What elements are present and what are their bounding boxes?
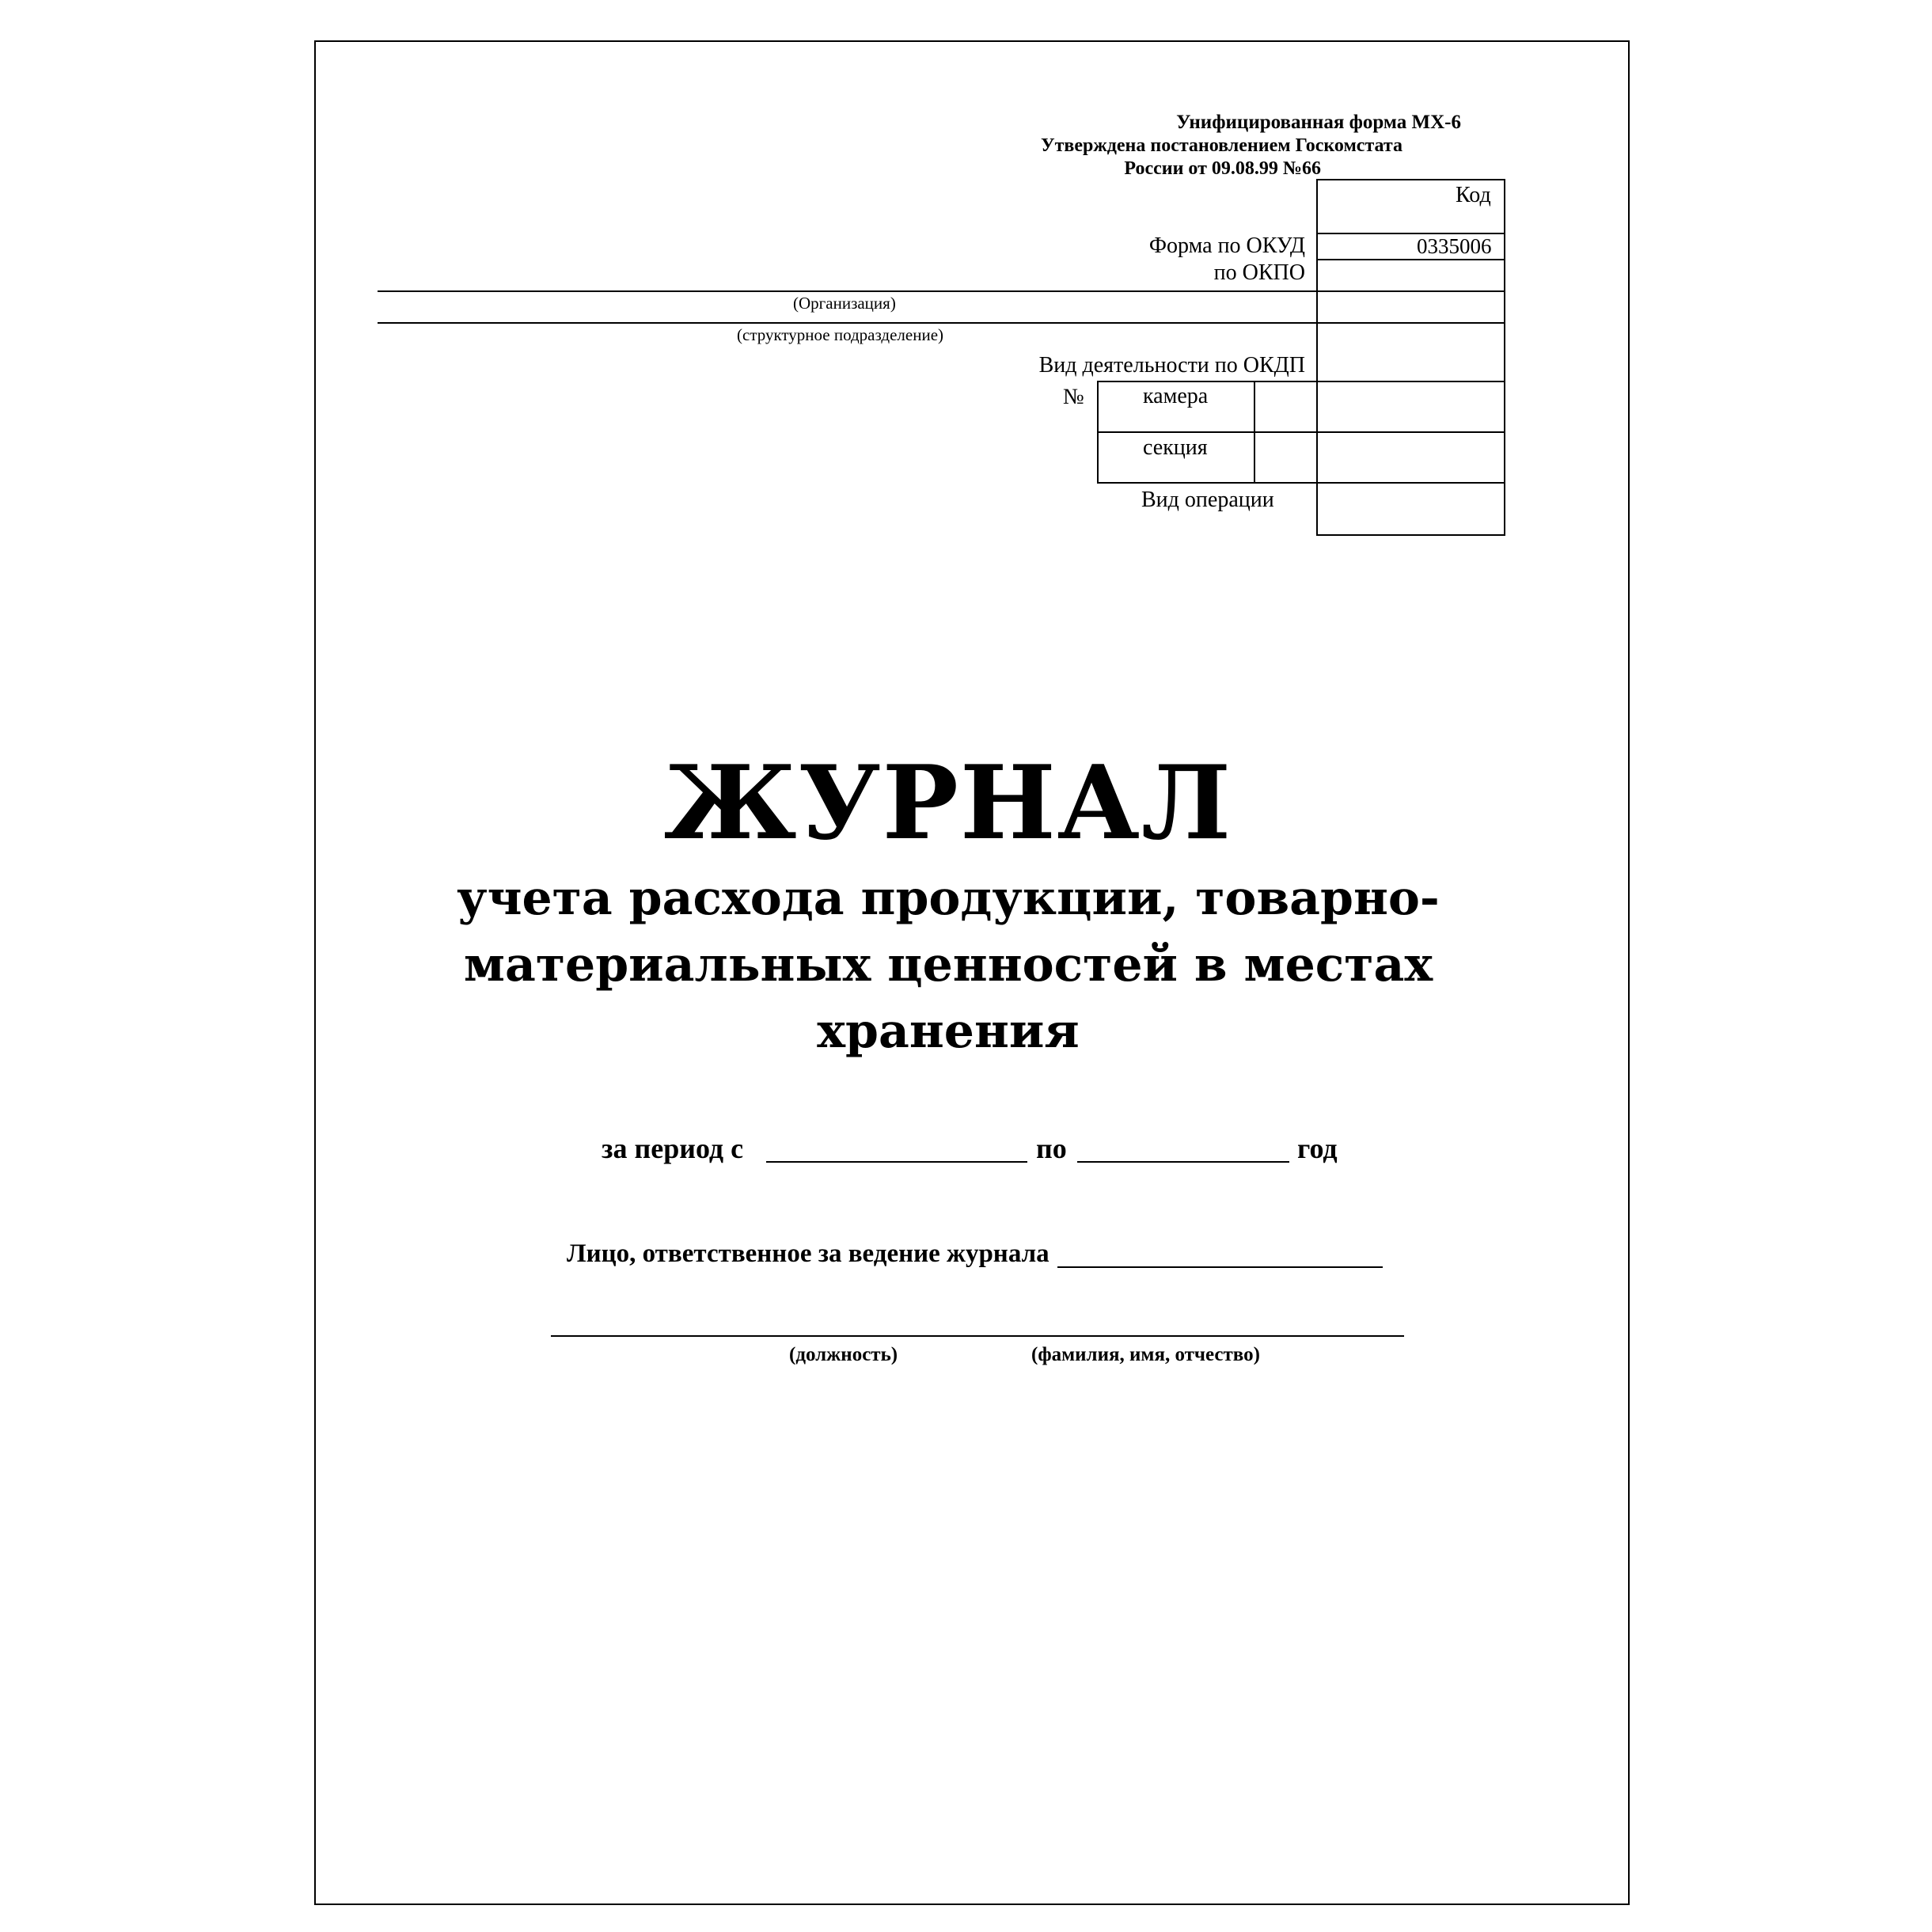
okdp-label: Вид деятельности по ОКДП [1038, 353, 1305, 378]
period-to-label: по [1036, 1133, 1067, 1164]
section-number-cell[interactable] [1254, 431, 1318, 484]
operation-label: Вид операции [1141, 488, 1274, 512]
chamber-code-cell[interactable] [1316, 381, 1505, 433]
subdivision-caption: (структурное подразделение) [737, 325, 944, 344]
signature-line[interactable] [551, 1335, 1404, 1337]
subdivision-code-cell[interactable] [1316, 322, 1505, 382]
approved-line-1: Утверждена постановлением Госкомстата [1040, 135, 1403, 156]
org-code-cell[interactable] [1316, 290, 1505, 324]
okpo-label: по ОКПО [1213, 260, 1305, 285]
fio-caption: (фамилия, имя, отчество) [1031, 1344, 1260, 1365]
approved-line-2: России от 09.08.99 №66 [1124, 158, 1321, 179]
code-header-label: Код [1456, 183, 1491, 207]
section-label: секция [1143, 435, 1208, 460]
okud-value: 0335006 [1417, 234, 1492, 258]
operation-code-cell[interactable] [1316, 482, 1505, 536]
okpo-value-cell[interactable] [1316, 259, 1505, 292]
period-year-label: год [1297, 1133, 1338, 1164]
form-name: Унифицированная форма МХ-6 [1176, 112, 1461, 133]
journal-title: ЖУРНАЛ [663, 744, 1233, 863]
responsible-blank[interactable] [1057, 1266, 1383, 1268]
subdivision-line [378, 322, 1318, 324]
chamber-number-cell[interactable] [1254, 381, 1318, 433]
organization-caption: (Организация) [793, 294, 896, 313]
organization-line [378, 290, 1318, 292]
number-sign: № [1063, 385, 1084, 409]
period-from-label: за период с [602, 1133, 744, 1164]
document-page [314, 40, 1630, 1905]
period-from-blank[interactable] [766, 1161, 1027, 1163]
period-to-blank[interactable] [1077, 1161, 1289, 1163]
section-code-cell[interactable] [1316, 431, 1505, 484]
position-caption: (должность) [789, 1344, 898, 1365]
journal-subtitle-line-1: учета расхода продукции, товарно- [457, 871, 1440, 926]
okud-label: Форма по ОКУД [1148, 233, 1305, 258]
journal-subtitle-line-2: материальных ценностей в местах [463, 937, 1433, 993]
chamber-label: камера [1143, 384, 1209, 408]
journal-subtitle-line-3: хранения [817, 1004, 1080, 1059]
responsible-label: Лицо, ответственное за ведение журнала [567, 1239, 1050, 1268]
